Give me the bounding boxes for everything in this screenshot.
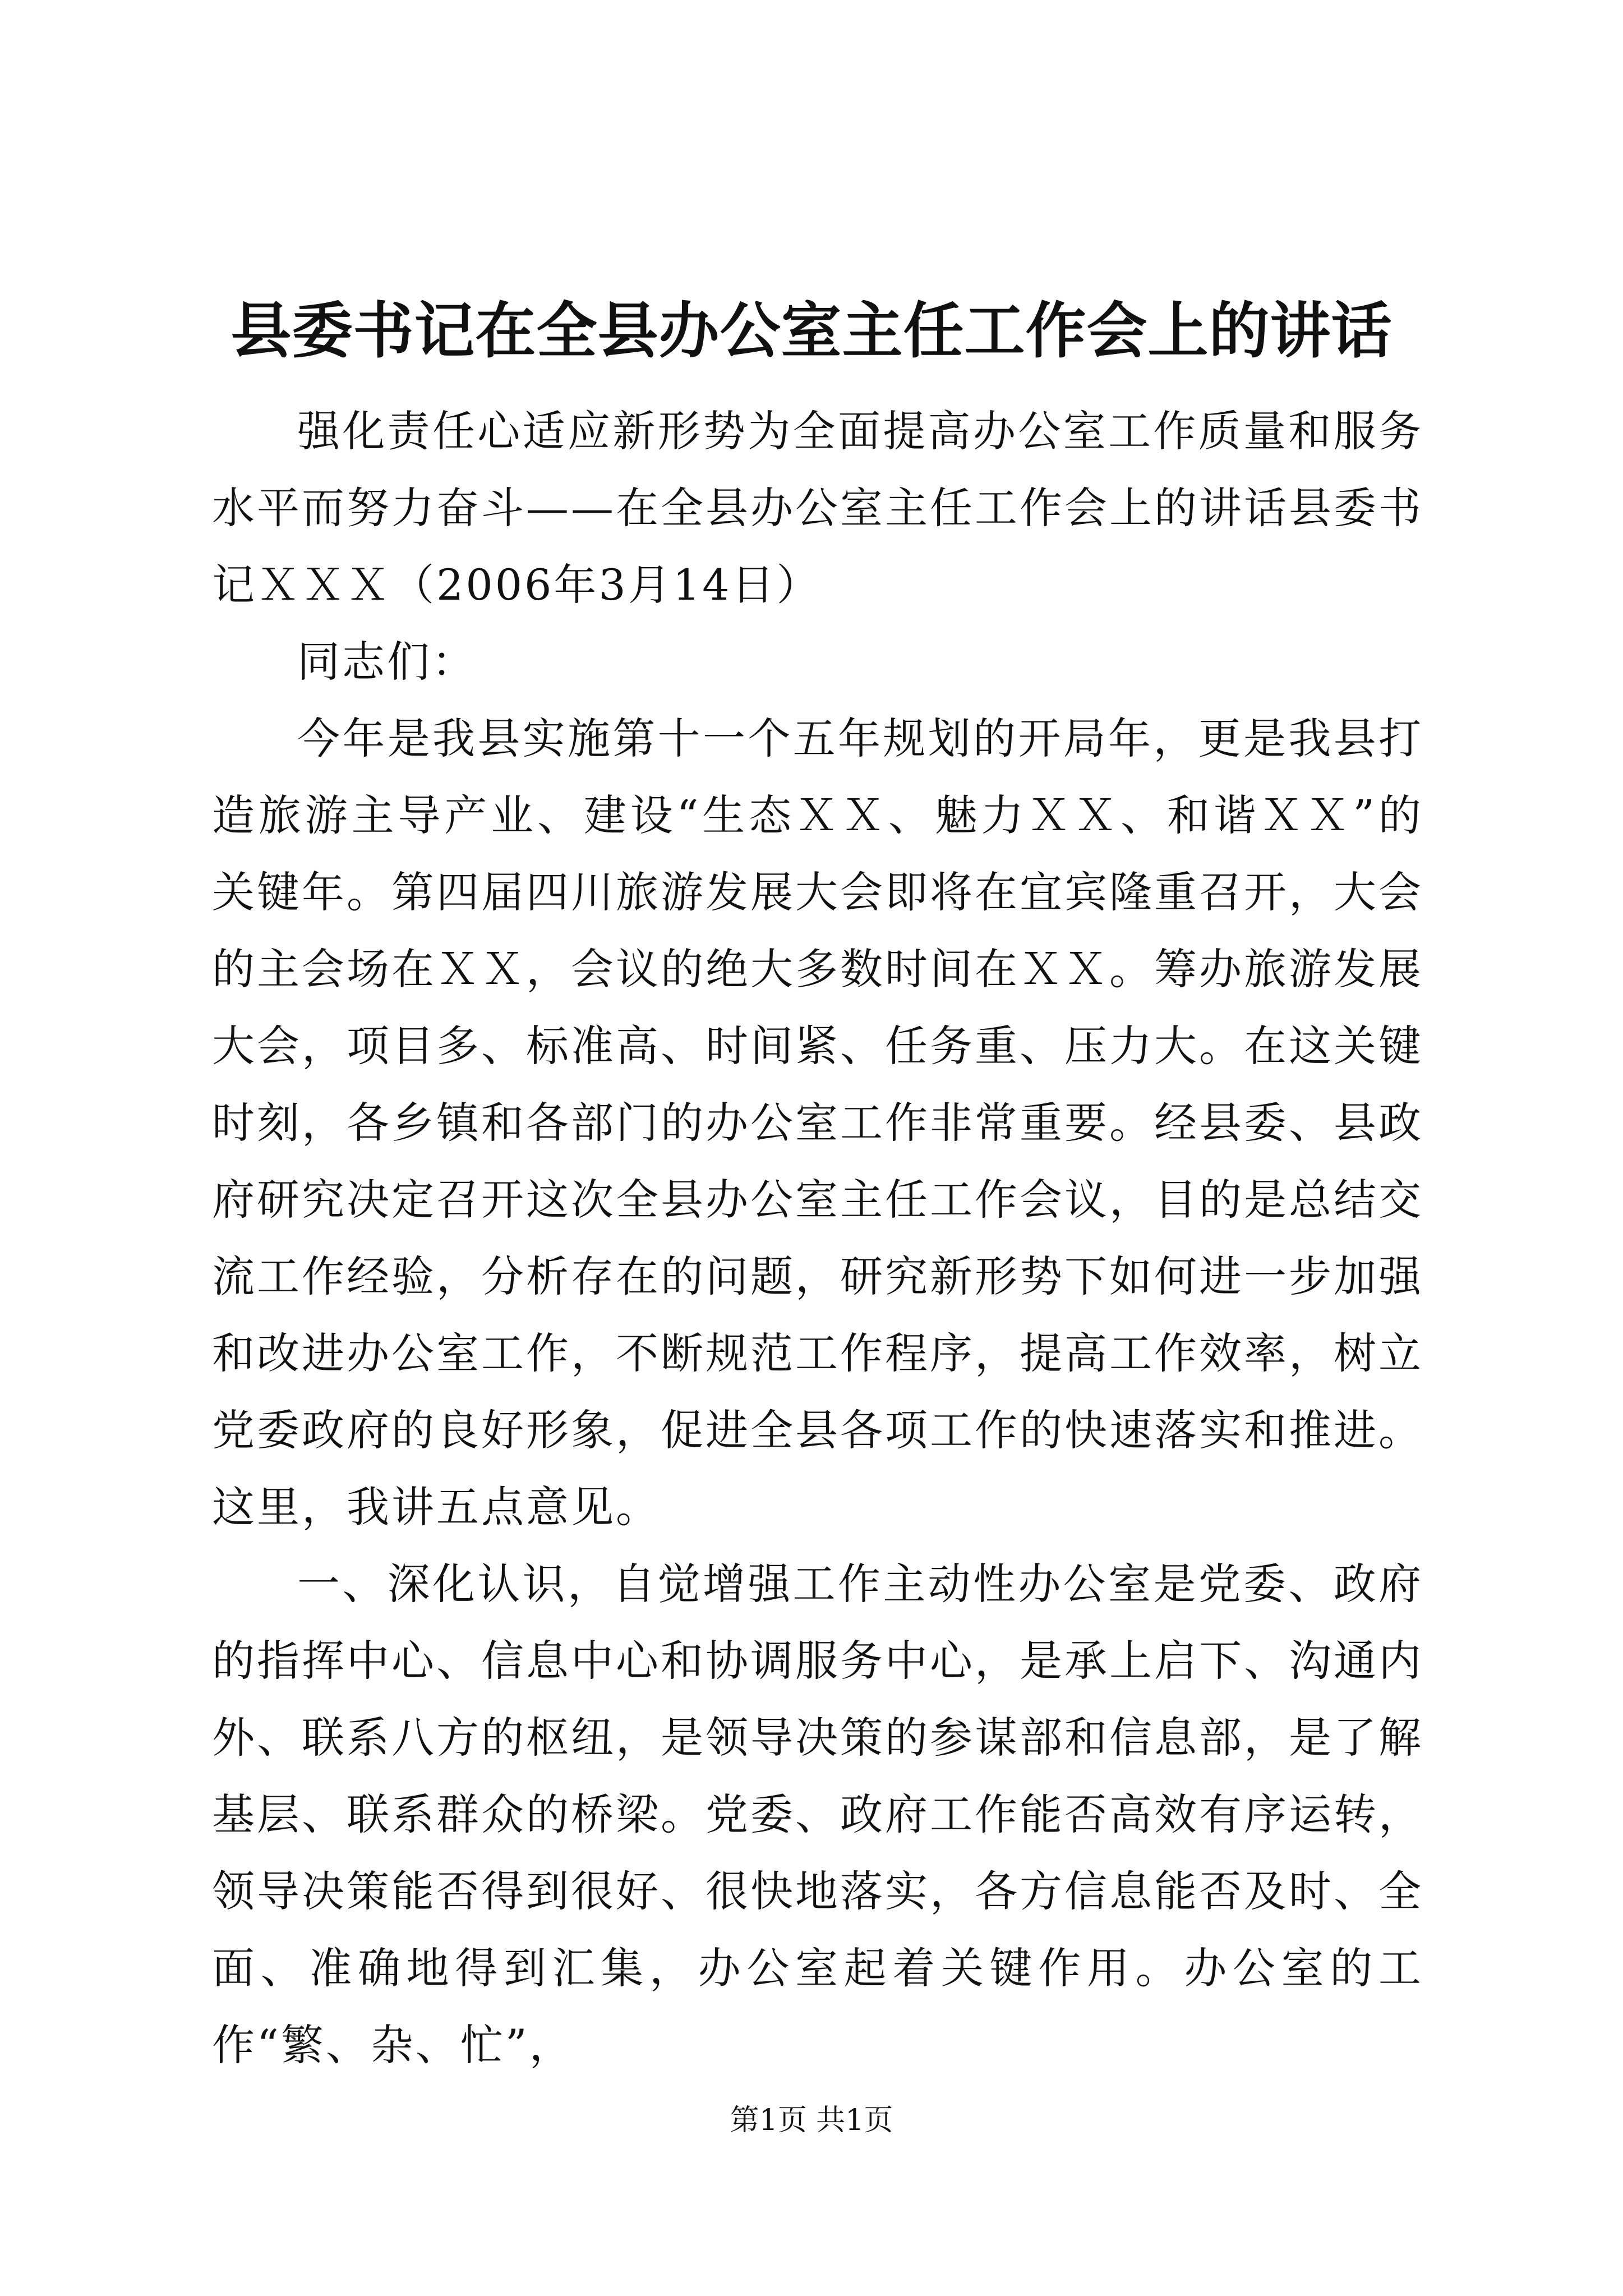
section-one-paragraph: 一、深化认识，自觉增强工作主动性办公室是党委、政府的指挥中心、信息中心和协调服务中心，是承上启下、沟通内外、联系八方的枢纽，是领导决策的参谋部和信息部，是了解基层、联系群众的桥梁。党委、政府工作能否高效有序运转，领导决策能否得到很好、很快地落实，各方信息能否及时、全面、准确地得到汇集，办公室起着关键作用。办公室的工作“繁、杂、忙”， — [212, 1559, 1423, 2070]
subtitle-paragraph: 强化责任心适应新形势为全面提高办公室工作质量和服务水平而努力奋斗——在全县办公室主任工作会上的讲话县委书记ＸＸＸ（2006年3月14日） — [212, 406, 1423, 610]
page-footer: 第1页 共1页 — [730, 2104, 893, 2137]
document-body — [212, 393, 1423, 2083]
intro-paragraph: 今年是我县实施第十一个五年规划的开局年，更是我县打造旅游主导产业、建设“生态ＸＸ、魅力ＸＸ、和谐ＸＸ”的关键年。第四届四川旅游发展大会即将在宜宾隆重召开，大会的主会场在ＸＸ，会议的绝大多数时间在ＸＸ。筹办旅游发展大会，项目多、标准高、时间紧、任务重、压力大。在这关键时刻，各乡镇和各部门的办公室工作非常重要。经县委、县政府研究决定召开这次全县办公室主任工作会议，目的是总结交流工作经验，分析存在的问题，研究新形势下如何进一步加强和改进办公室工作，不断规范工作程序，提高工作效率，树立党委政府的良好形象，促进全县各项工作的快速落实和推进。这里，我讲五点意见。 — [212, 714, 1423, 1532]
document-title: 县委书记在全县办公室主任工作会上的讲话 — [230, 296, 1393, 366]
greeting-paragraph: 同志们： — [297, 637, 477, 687]
